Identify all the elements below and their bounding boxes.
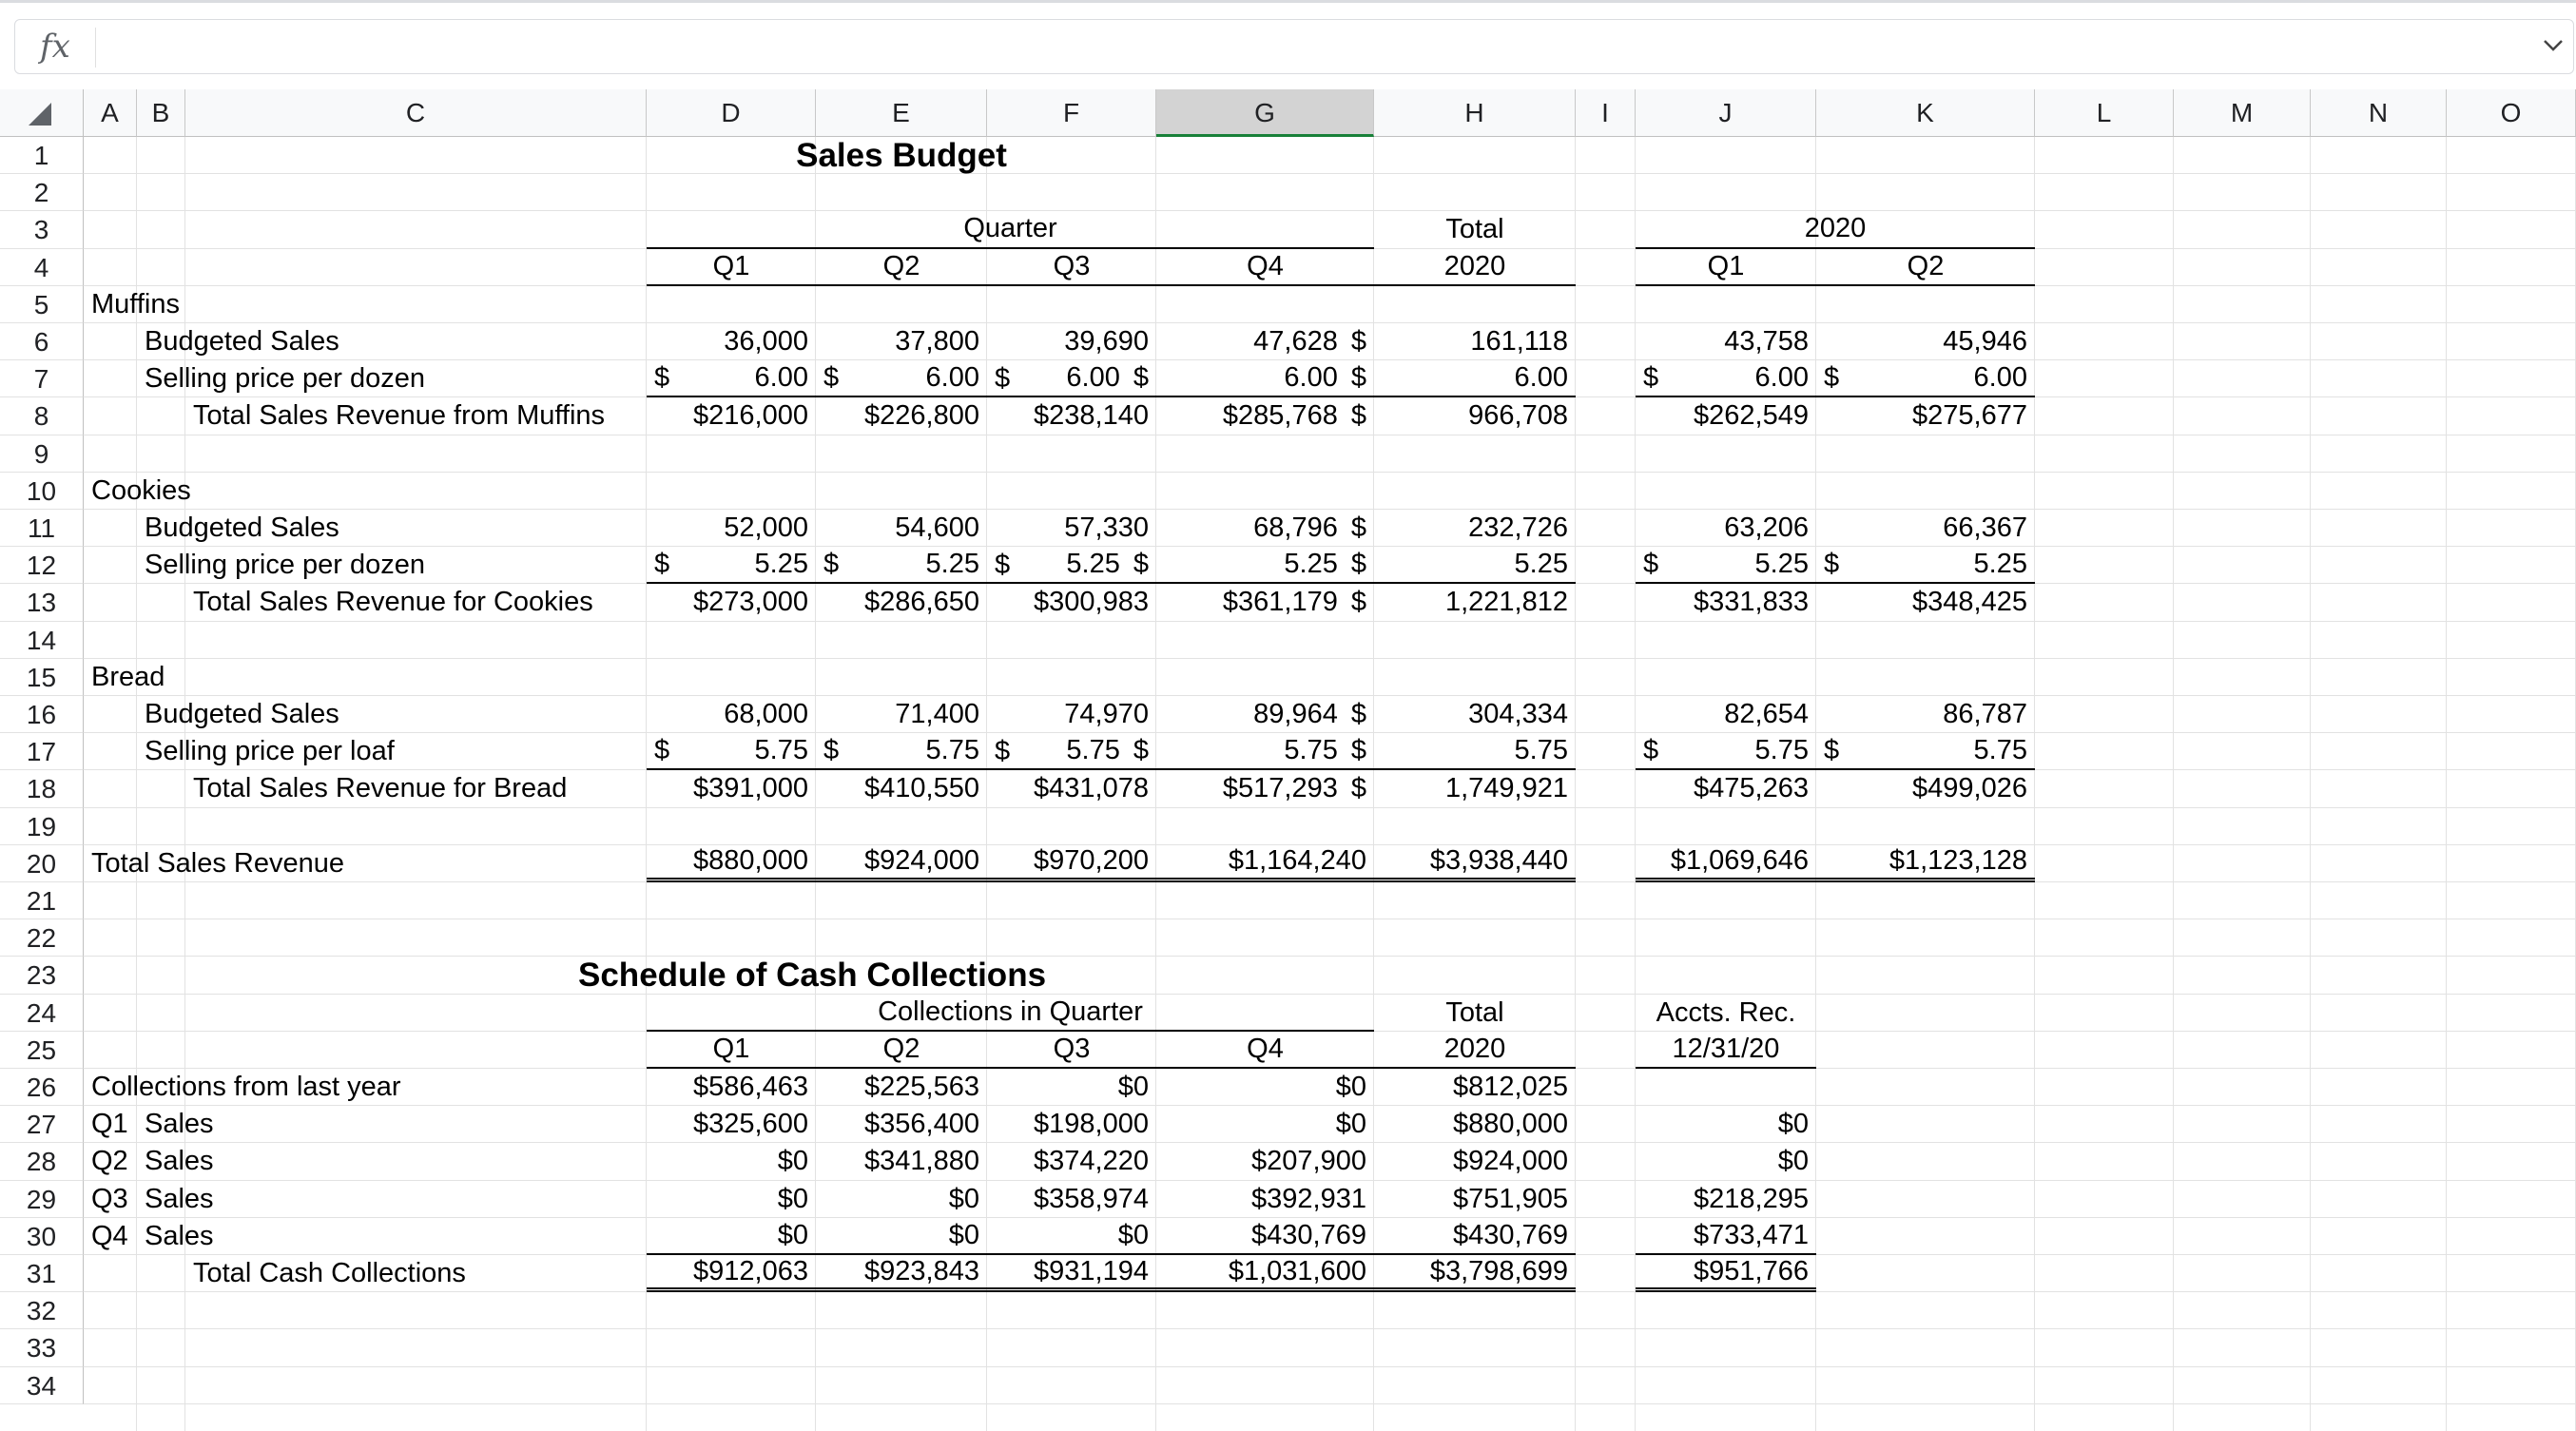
cell-value: $361,179: [1222, 587, 1338, 618]
collections-total-q3[interactable]: $931,194: [987, 1255, 1156, 1292]
value-q4[interactable]: [1156, 733, 1374, 770]
collection-q2[interactable]: $0: [816, 1218, 987, 1255]
grand-total-j[interactable]: $1,069,646: [1636, 845, 1816, 882]
cell-value: 89,964: [1253, 699, 1338, 730]
value-next-q1[interactable]: [1636, 733, 1816, 770]
cell-value: 6.00: [754, 362, 808, 394]
cell-value: 6.00: [925, 362, 979, 394]
value-q4[interactable]: [1156, 584, 1374, 621]
currency-sign: $: [1133, 735, 1149, 766]
column-header-l[interactable]: L: [2035, 89, 2174, 137]
cell-value: 5.75: [1284, 735, 1338, 766]
value-q3[interactable]: $238,140: [1034, 400, 1149, 432]
value-q3[interactable]: 57,330: [1064, 512, 1149, 544]
row-header-5[interactable]: 5: [0, 286, 84, 323]
row-header-11[interactable]: 11: [0, 510, 84, 547]
collections-total-header[interactable]: Total: [1445, 996, 1504, 1028]
value-q3[interactable]: 74,970: [1064, 699, 1149, 730]
value-q4[interactable]: [1156, 696, 1374, 733]
chevron-down-icon[interactable]: [2539, 31, 2567, 60]
grand-total-q4[interactable]: $1,164,240: [1156, 845, 1374, 882]
grid-line-vertical: [2446, 137, 2447, 1431]
collection-q1[interactable]: $0: [777, 1183, 808, 1214]
value-q4[interactable]: [1156, 360, 1374, 397]
collections-total-q1[interactable]: $912,063: [647, 1255, 816, 1292]
value-q1[interactable]: [647, 547, 816, 584]
row-label[interactable]: Selling price per dozen: [145, 550, 426, 581]
grand-total-total[interactable]: $3,938,440: [1374, 845, 1576, 882]
currency-sign: $: [1350, 400, 1366, 432]
collection-row-label[interactable]: Sales: [145, 1109, 214, 1140]
value-q2[interactable]: 37,800: [895, 326, 979, 358]
currency-sign: $: [1350, 587, 1366, 618]
quarter-header-q4[interactable]: Q4: [1156, 249, 1374, 286]
currency-sign: $: [1824, 549, 1840, 580]
value-q4[interactable]: [1156, 547, 1374, 584]
value-total[interactable]: 161,118: [1470, 326, 1568, 358]
column-header-g[interactable]: G: [1156, 89, 1374, 137]
collection-q3[interactable]: $198,000: [1034, 1109, 1149, 1140]
currency-sign: $: [1133, 549, 1149, 580]
next-year-header[interactable]: 2020: [1636, 211, 2035, 248]
value-q3[interactable]: $431,078: [1034, 773, 1149, 804]
select-all-icon: [29, 103, 51, 126]
cell-value: 6.00: [1973, 362, 2027, 394]
collection-row-quarter[interactable]: Q4: [91, 1220, 128, 1251]
row-label[interactable]: Budgeted Sales: [145, 699, 339, 730]
collection-q3[interactable]: $358,974: [1034, 1183, 1149, 1214]
grid-line-horizontal: [84, 1328, 2576, 1329]
column-header-i[interactable]: I: [1576, 89, 1636, 137]
currency-sign: $: [1643, 735, 1659, 766]
column-header-m[interactable]: M: [2174, 89, 2311, 137]
quarter-header-q1[interactable]: Q1: [647, 249, 816, 286]
currency-sign: $: [995, 363, 1011, 395]
value-next-q1[interactable]: 43,758: [1724, 326, 1809, 358]
value-next-q1[interactable]: [1636, 360, 1816, 397]
row-header-34[interactable]: 34: [0, 1367, 84, 1404]
value-q2[interactable]: 71,400: [895, 699, 979, 730]
row-header-23[interactable]: 23: [0, 957, 84, 994]
row-header-27[interactable]: 27: [0, 1106, 84, 1143]
grand-total-q1[interactable]: $880,000: [647, 845, 816, 882]
row-header-6[interactable]: 6: [0, 323, 84, 360]
value-next-q2[interactable]: [1816, 547, 2035, 584]
currency-sign: $: [1824, 362, 1840, 394]
row-label[interactable]: Selling price per loaf: [145, 736, 395, 767]
cell-value: 5.75: [754, 735, 808, 766]
formula-input[interactable]: [107, 26, 2507, 69]
grid-line-horizontal: [84, 1366, 2576, 1367]
next-quarter-header-q2[interactable]: Q2: [1816, 249, 2035, 286]
cell-value: 5.75: [925, 735, 979, 766]
value-next-q1[interactable]: 82,654: [1724, 699, 1809, 730]
row-header-14[interactable]: 14: [0, 622, 84, 659]
collection-q1[interactable]: $0: [647, 1218, 816, 1255]
row-label[interactable]: Selling price per dozen: [145, 363, 426, 395]
row-header-9[interactable]: 9: [0, 435, 84, 473]
currency-sign: $: [823, 549, 840, 580]
value-total[interactable]: 304,334: [1468, 699, 1568, 730]
collection-q3[interactable]: $0: [987, 1218, 1156, 1255]
collection-total[interactable]: $812,025: [1453, 1072, 1568, 1103]
collection-q4[interactable]: $0: [1335, 1109, 1366, 1140]
row-header-4[interactable]: 4: [0, 249, 84, 286]
column-header-j[interactable]: J: [1636, 89, 1816, 137]
grid-line-horizontal: [84, 1403, 2576, 1404]
currency-sign: $: [1350, 773, 1366, 804]
collection-q2[interactable]: $341,880: [864, 1146, 979, 1177]
row-header-25[interactable]: 25: [0, 1032, 84, 1069]
value-q2[interactable]: $286,650: [864, 587, 979, 618]
row-label[interactable]: Total Sales Revenue for Bread: [193, 773, 568, 804]
value-total[interactable]: 5.75: [1374, 733, 1576, 770]
formula-bar[interactable]: [14, 19, 2574, 74]
currency-sign: $: [1350, 326, 1366, 358]
formula-bar-divider: [95, 28, 96, 68]
value-q3[interactable]: 39,690: [1064, 326, 1149, 358]
collections-total-q4[interactable]: $1,031,600: [1156, 1255, 1374, 1292]
currency-sign: $: [1350, 735, 1366, 766]
value-next-q2[interactable]: $499,026: [1912, 773, 2027, 804]
value-next-q2[interactable]: 45,946: [1943, 326, 2027, 358]
row-header-29[interactable]: 29: [0, 1181, 84, 1218]
grand-total-q2[interactable]: $924,000: [816, 845, 987, 882]
collection-q4[interactable]: $207,900: [1251, 1146, 1366, 1177]
value-q4[interactable]: [1156, 397, 1374, 435]
collections-quarter-q3[interactable]: Q3: [987, 1032, 1156, 1069]
collection-total[interactable]: $924,000: [1453, 1146, 1568, 1177]
value-q4[interactable]: [1156, 323, 1374, 360]
year-header[interactable]: 2020: [1374, 249, 1576, 286]
value-q1[interactable]: $391,000: [693, 773, 808, 804]
value-q1[interactable]: 68,000: [724, 699, 808, 730]
value-q4[interactable]: [1156, 510, 1374, 547]
collections-year-header[interactable]: 2020: [1374, 1032, 1576, 1069]
collection-row-quarter[interactable]: Q2: [91, 1146, 128, 1177]
collection-q4[interactable]: $392,931: [1251, 1183, 1366, 1214]
collection-total[interactable]: $430,769: [1374, 1218, 1576, 1255]
column-header-h[interactable]: H: [1374, 89, 1576, 137]
column-header-n[interactable]: N: [2311, 89, 2447, 137]
value-q2[interactable]: [816, 733, 987, 770]
cell-value: 5.75: [1066, 735, 1120, 766]
cell-value: 5.75: [1754, 735, 1809, 766]
row-header-20[interactable]: 20: [0, 845, 84, 882]
collection-q1[interactable]: $586,463: [693, 1072, 808, 1103]
collection-total[interactable]: $751,905: [1453, 1183, 1568, 1214]
collections-quarter-q2[interactable]: Q2: [816, 1032, 987, 1069]
value-total[interactable]: 6.00: [1374, 360, 1576, 397]
cell-value: 5.75: [1973, 735, 2027, 766]
grid-line-vertical: [2310, 137, 2311, 1431]
row-header-3[interactable]: 3: [0, 211, 84, 248]
quarter-header-q2[interactable]: Q2: [816, 249, 987, 286]
value-total[interactable]: 5.25: [1374, 547, 1576, 584]
currency-sign: $: [995, 736, 1011, 767]
currency-sign: $: [1350, 699, 1366, 730]
value-total[interactable]: 966,708: [1468, 400, 1568, 432]
collection-q2[interactable]: $225,563: [864, 1072, 979, 1103]
value-q3[interactable]: $300,983: [1034, 587, 1149, 618]
collection-ar[interactable]: [1636, 1069, 1816, 1106]
column-header-e[interactable]: E: [816, 89, 987, 137]
row-header-1[interactable]: 1: [0, 137, 84, 174]
collections-total-q2[interactable]: $923,843: [816, 1255, 987, 1292]
cell-value: 5.25: [1284, 549, 1338, 580]
value-next-q2[interactable]: $275,677: [1912, 400, 2027, 432]
currency-sign: $: [1350, 362, 1366, 394]
total-cash-collections-label[interactable]: Total Cash Collections: [193, 1258, 466, 1289]
fx-icon: fx: [40, 28, 70, 66]
total-sales-revenue-label[interactable]: Total Sales Revenue: [91, 847, 344, 879]
cell-value: 5.25: [1754, 549, 1809, 580]
quarter-header-q3[interactable]: Q3: [987, 249, 1156, 286]
row-header-8[interactable]: 8: [0, 397, 84, 435]
value-total[interactable]: 232,726: [1468, 512, 1568, 544]
value-next-q1[interactable]: [1636, 547, 1816, 584]
value-next-q2[interactable]: $348,425: [1912, 587, 2027, 618]
value-next-q1[interactable]: $331,833: [1694, 587, 1809, 618]
cell-value: $285,768: [1222, 400, 1338, 432]
collection-row-quarter[interactable]: Q1: [91, 1109, 128, 1140]
grand-total-q3[interactable]: $970,200: [987, 845, 1156, 882]
section-label[interactable]: Muffins: [91, 288, 180, 319]
window-top-border: [0, 0, 2576, 3]
section-label[interactable]: Bread: [91, 661, 165, 692]
cell-value: 6.00: [1066, 362, 1120, 394]
cell-value: 6.00: [1754, 362, 1809, 394]
row-header-31[interactable]: 31: [0, 1255, 84, 1292]
accounts-receivable-header[interactable]: Accts. Rec.: [1656, 996, 1796, 1028]
value-next-q1[interactable]: 63,206: [1724, 512, 1809, 544]
row-label[interactable]: Budgeted Sales: [145, 512, 339, 544]
value-q2[interactable]: 54,600: [895, 512, 979, 544]
collection-q4[interactable]: $0: [1335, 1072, 1366, 1103]
row-header-15[interactable]: 15: [0, 659, 84, 696]
value-q2[interactable]: [816, 547, 987, 584]
cell-value: 5.25: [754, 549, 808, 580]
row-header-18[interactable]: 18: [0, 770, 84, 807]
row-header-2[interactable]: 2: [0, 174, 84, 211]
collection-row-label[interactable]: Collections from last year: [91, 1072, 401, 1103]
sales-budget-title[interactable]: Sales Budget: [796, 136, 1007, 174]
collections-group-header[interactable]: Collections in Quarter: [647, 995, 1374, 1032]
value-q1[interactable]: $216,000: [693, 400, 808, 432]
grand-total-k[interactable]: $1,123,128: [1816, 845, 2035, 882]
collection-q1[interactable]: $0: [777, 1146, 808, 1177]
row-label[interactable]: Total Sales Revenue for Cookies: [193, 587, 593, 618]
column-header-b[interactable]: B: [137, 89, 185, 137]
currency-sign: $: [823, 362, 840, 394]
value-next-q2[interactable]: 66,367: [1943, 512, 2027, 544]
value-q1[interactable]: 36,000: [724, 326, 808, 358]
currency-sign: $: [1350, 549, 1366, 580]
collection-total[interactable]: $880,000: [1453, 1109, 1568, 1140]
value-q1[interactable]: $273,000: [693, 587, 808, 618]
row-header-30[interactable]: 30: [0, 1218, 84, 1255]
cell-value: 5.25: [1973, 549, 2027, 580]
collections-quarter-q1[interactable]: Q1: [647, 1032, 816, 1069]
collection-row-label[interactable]: Sales: [145, 1183, 214, 1214]
accounts-receivable-date[interactable]: 12/31/20: [1636, 1032, 1816, 1069]
row-header-33[interactable]: 33: [0, 1329, 84, 1366]
collections-total-total[interactable]: $3,798,699: [1374, 1255, 1576, 1292]
row-header-16[interactable]: 16: [0, 696, 84, 733]
collection-q4[interactable]: $430,769: [1156, 1218, 1374, 1255]
row-header-13[interactable]: 13: [0, 584, 84, 621]
collection-q2[interactable]: $356,400: [864, 1109, 979, 1140]
cell-value: 5.25: [1066, 549, 1120, 580]
total-header[interactable]: Total: [1445, 214, 1504, 245]
row-header-28[interactable]: 28: [0, 1143, 84, 1180]
currency-sign: $: [1350, 512, 1366, 544]
currency-sign: $: [1643, 549, 1659, 580]
column-header-d[interactable]: D: [647, 89, 816, 137]
column-header-o[interactable]: O: [2447, 89, 2576, 137]
value-q1[interactable]: [647, 360, 816, 397]
value-next-q1[interactable]: $475,263: [1694, 773, 1809, 804]
cell-value: 6.00: [1284, 362, 1338, 394]
value-q2[interactable]: $226,800: [864, 400, 979, 432]
row-header-10[interactable]: 10: [0, 473, 84, 510]
collection-row-label[interactable]: Sales: [145, 1220, 214, 1251]
currency-sign: $: [654, 549, 670, 580]
row-header-19[interactable]: 19: [0, 808, 84, 845]
value-total[interactable]: 1,221,812: [1444, 587, 1568, 618]
grid-line-vertical: [2173, 137, 2174, 1431]
cell-value: $517,293: [1222, 773, 1338, 804]
collection-ar[interactable]: $0: [1777, 1109, 1809, 1140]
collection-q2[interactable]: $0: [948, 1183, 979, 1214]
column-header-f[interactable]: F: [987, 89, 1156, 137]
row-header-22[interactable]: 22: [0, 919, 84, 957]
row-header-7[interactable]: 7: [0, 360, 84, 397]
currency-sign: $: [654, 362, 670, 394]
value-next-q2[interactable]: [1816, 360, 2035, 397]
select-all-corner[interactable]: [0, 89, 84, 137]
value-q2[interactable]: $410,550: [864, 773, 979, 804]
row-header-12[interactable]: 12: [0, 547, 84, 584]
collections-total-ar[interactable]: $951,766: [1636, 1255, 1816, 1292]
quarter-group-header[interactable]: Quarter: [647, 211, 1374, 248]
grid-line-horizontal: [84, 173, 2576, 174]
value-next-q2[interactable]: [1816, 733, 2035, 770]
currency-sign: $: [823, 735, 840, 766]
row-label[interactable]: Total Sales Revenue from Muffins: [193, 400, 606, 432]
cell-value: 5.25: [925, 549, 979, 580]
value-next-q1[interactable]: $262,549: [1694, 400, 1809, 432]
section-label[interactable]: Cookies: [91, 474, 191, 506]
next-quarter-header-q1[interactable]: Q1: [1636, 249, 1816, 286]
value-q4[interactable]: [1156, 770, 1374, 807]
collection-ar[interactable]: $0: [1777, 1146, 1809, 1177]
row-header-24[interactable]: 24: [0, 995, 84, 1032]
value-q2[interactable]: [816, 360, 987, 397]
currency-sign: $: [1133, 362, 1149, 394]
row-header-26[interactable]: 26: [0, 1069, 84, 1106]
collection-row-quarter[interactable]: Q3: [91, 1183, 128, 1214]
column-header-a[interactable]: A: [84, 89, 137, 137]
currency-sign: $: [654, 735, 670, 766]
cell-value: 47,628: [1253, 326, 1338, 358]
value-q1[interactable]: [647, 733, 816, 770]
collection-ar[interactable]: $218,295: [1694, 1183, 1809, 1214]
row-header-17[interactable]: 17: [0, 733, 84, 770]
currency-sign: $: [995, 550, 1011, 581]
collection-q3[interactable]: $374,220: [1034, 1146, 1149, 1177]
row-header-21[interactable]: 21: [0, 882, 84, 919]
value-next-q2[interactable]: 86,787: [1943, 699, 2027, 730]
collection-q1[interactable]: $325,600: [693, 1109, 808, 1140]
value-total[interactable]: 1,749,921: [1444, 773, 1568, 804]
collection-ar[interactable]: $733,471: [1636, 1218, 1816, 1255]
value-q1[interactable]: 52,000: [724, 512, 808, 544]
collection-row-label[interactable]: Sales: [145, 1146, 214, 1177]
currency-sign: $: [1824, 735, 1840, 766]
cell-value: 68,796: [1253, 512, 1338, 544]
cash-collections-title[interactable]: Schedule of Cash Collections: [578, 956, 1047, 994]
column-header-c[interactable]: C: [185, 89, 647, 137]
row-label[interactable]: Budgeted Sales: [145, 326, 339, 358]
collections-quarter-q4[interactable]: Q4: [1156, 1032, 1374, 1069]
column-header-k[interactable]: K: [1816, 89, 2035, 137]
collection-q3[interactable]: $0: [1117, 1072, 1149, 1103]
spreadsheet-grid[interactable]: [0, 89, 2576, 1431]
row-header-32[interactable]: 32: [0, 1292, 84, 1329]
currency-sign: $: [1643, 362, 1659, 394]
